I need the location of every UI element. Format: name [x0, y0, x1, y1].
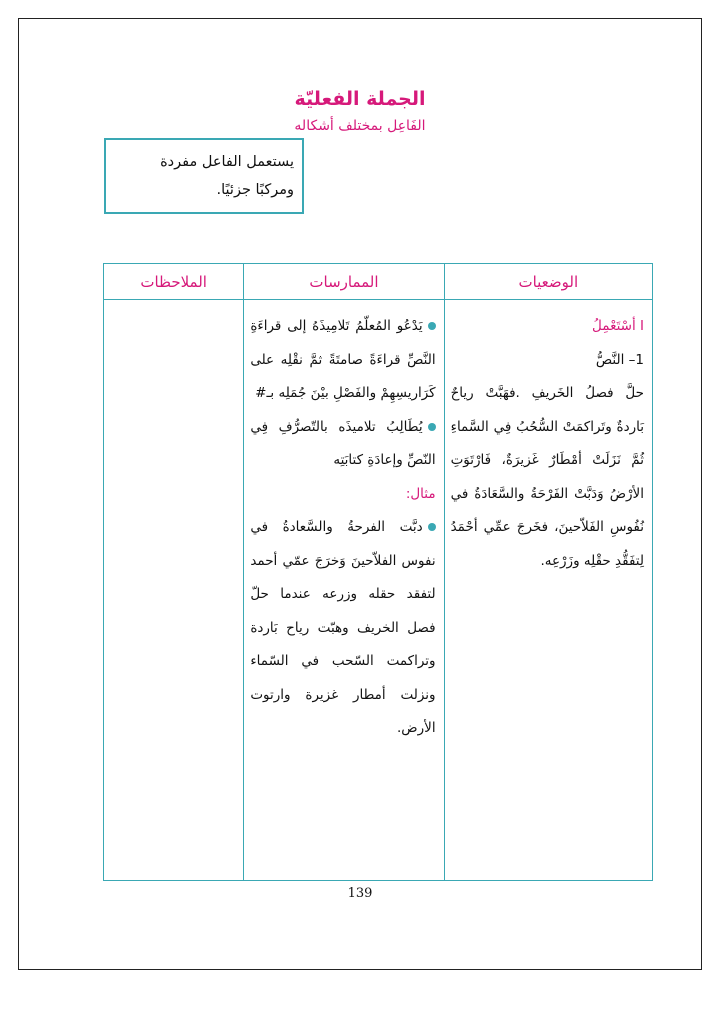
header-notes: الملاحظات — [104, 264, 244, 300]
lesson-subtitle: الفَاعِل بمختلف أشكاله — [294, 118, 426, 134]
practice-text-3: دبَّت الفرحةُ والسَّعادةُ في نفوس الفلاّحينَ وَخرَجَ عمّي أحمد لتفقد حقله وزرعه عندما حلّ فصل الخريف وهبّت رياح بَاردة وتراكمت السّحب في السّماء ونزلت أمطار غزيرة وارتوت الأرض. — [250, 519, 436, 736]
bullet-icon — [428, 322, 436, 330]
practice-text-2: يُطَالِبُ تلاميذَه بالتّصرُّفِ فِي النّصِّ وإعادَةِ كتابَتِه — [250, 418, 436, 468]
objective-line-2: ومركبًا جزئيًا. — [216, 182, 294, 198]
bullet-icon — [428, 423, 436, 431]
section-heading: I أسْتَعْمِلُ — [592, 318, 644, 334]
situations-cell — [444, 300, 652, 881]
example-label: مثال: — [405, 485, 436, 502]
objective-line-1: يستعمل الفاعل مفردة — [160, 154, 294, 170]
notes-cell — [104, 300, 244, 881]
practices-cell — [244, 300, 444, 881]
objective-box — [104, 138, 304, 214]
practice-text-1: يَدْعُو المُعلّمُ تَلامِيذَهُ إلى قراءَةِ النَّصِّ قراءَةً صامتَةً ثمَّ نقْلِه على كَرَاريسِهِمْ والفَصْلِ بيْنَ جُمَلِه بـ# — [250, 318, 436, 401]
page-number: 139 — [347, 886, 373, 901]
practice-item-3 — [250, 511, 435, 746]
table-header-row — [104, 264, 653, 300]
practice-item-2 — [250, 411, 435, 478]
lesson-table — [103, 263, 653, 881]
table-row — [104, 300, 653, 881]
practice-item-1 — [250, 310, 435, 411]
situation-text: حلَّ فصلُ الخَريفِ .فهَبَّتْ رياحٌ بَاردةٌ وتَراكمَتْ السُّحُبُ فِي السَّماءِ ثُمَّ نَزَلَتْ أمْطَارٌ غَزيرَةٌ، فَارْتَوَتِ الأرْضُ وَدَبَّتْ الفَرْحَةُ والسَّعَادَةُ في نُفُوسِ الفَلاّحينَ، فخَرجَ عمِّي أحْمَدُ لِتفَقُّدِ حقْلِه وزَرْعِه. — [450, 385, 644, 569]
bullet-icon — [428, 523, 436, 531]
lesson-title: الجملة الفعليّة — [294, 88, 426, 110]
subsection-heading: 1– النَّصُّ — [595, 351, 644, 368]
header-situations: الوضعيات — [444, 264, 652, 300]
header-practices: الممارسات — [244, 264, 444, 300]
